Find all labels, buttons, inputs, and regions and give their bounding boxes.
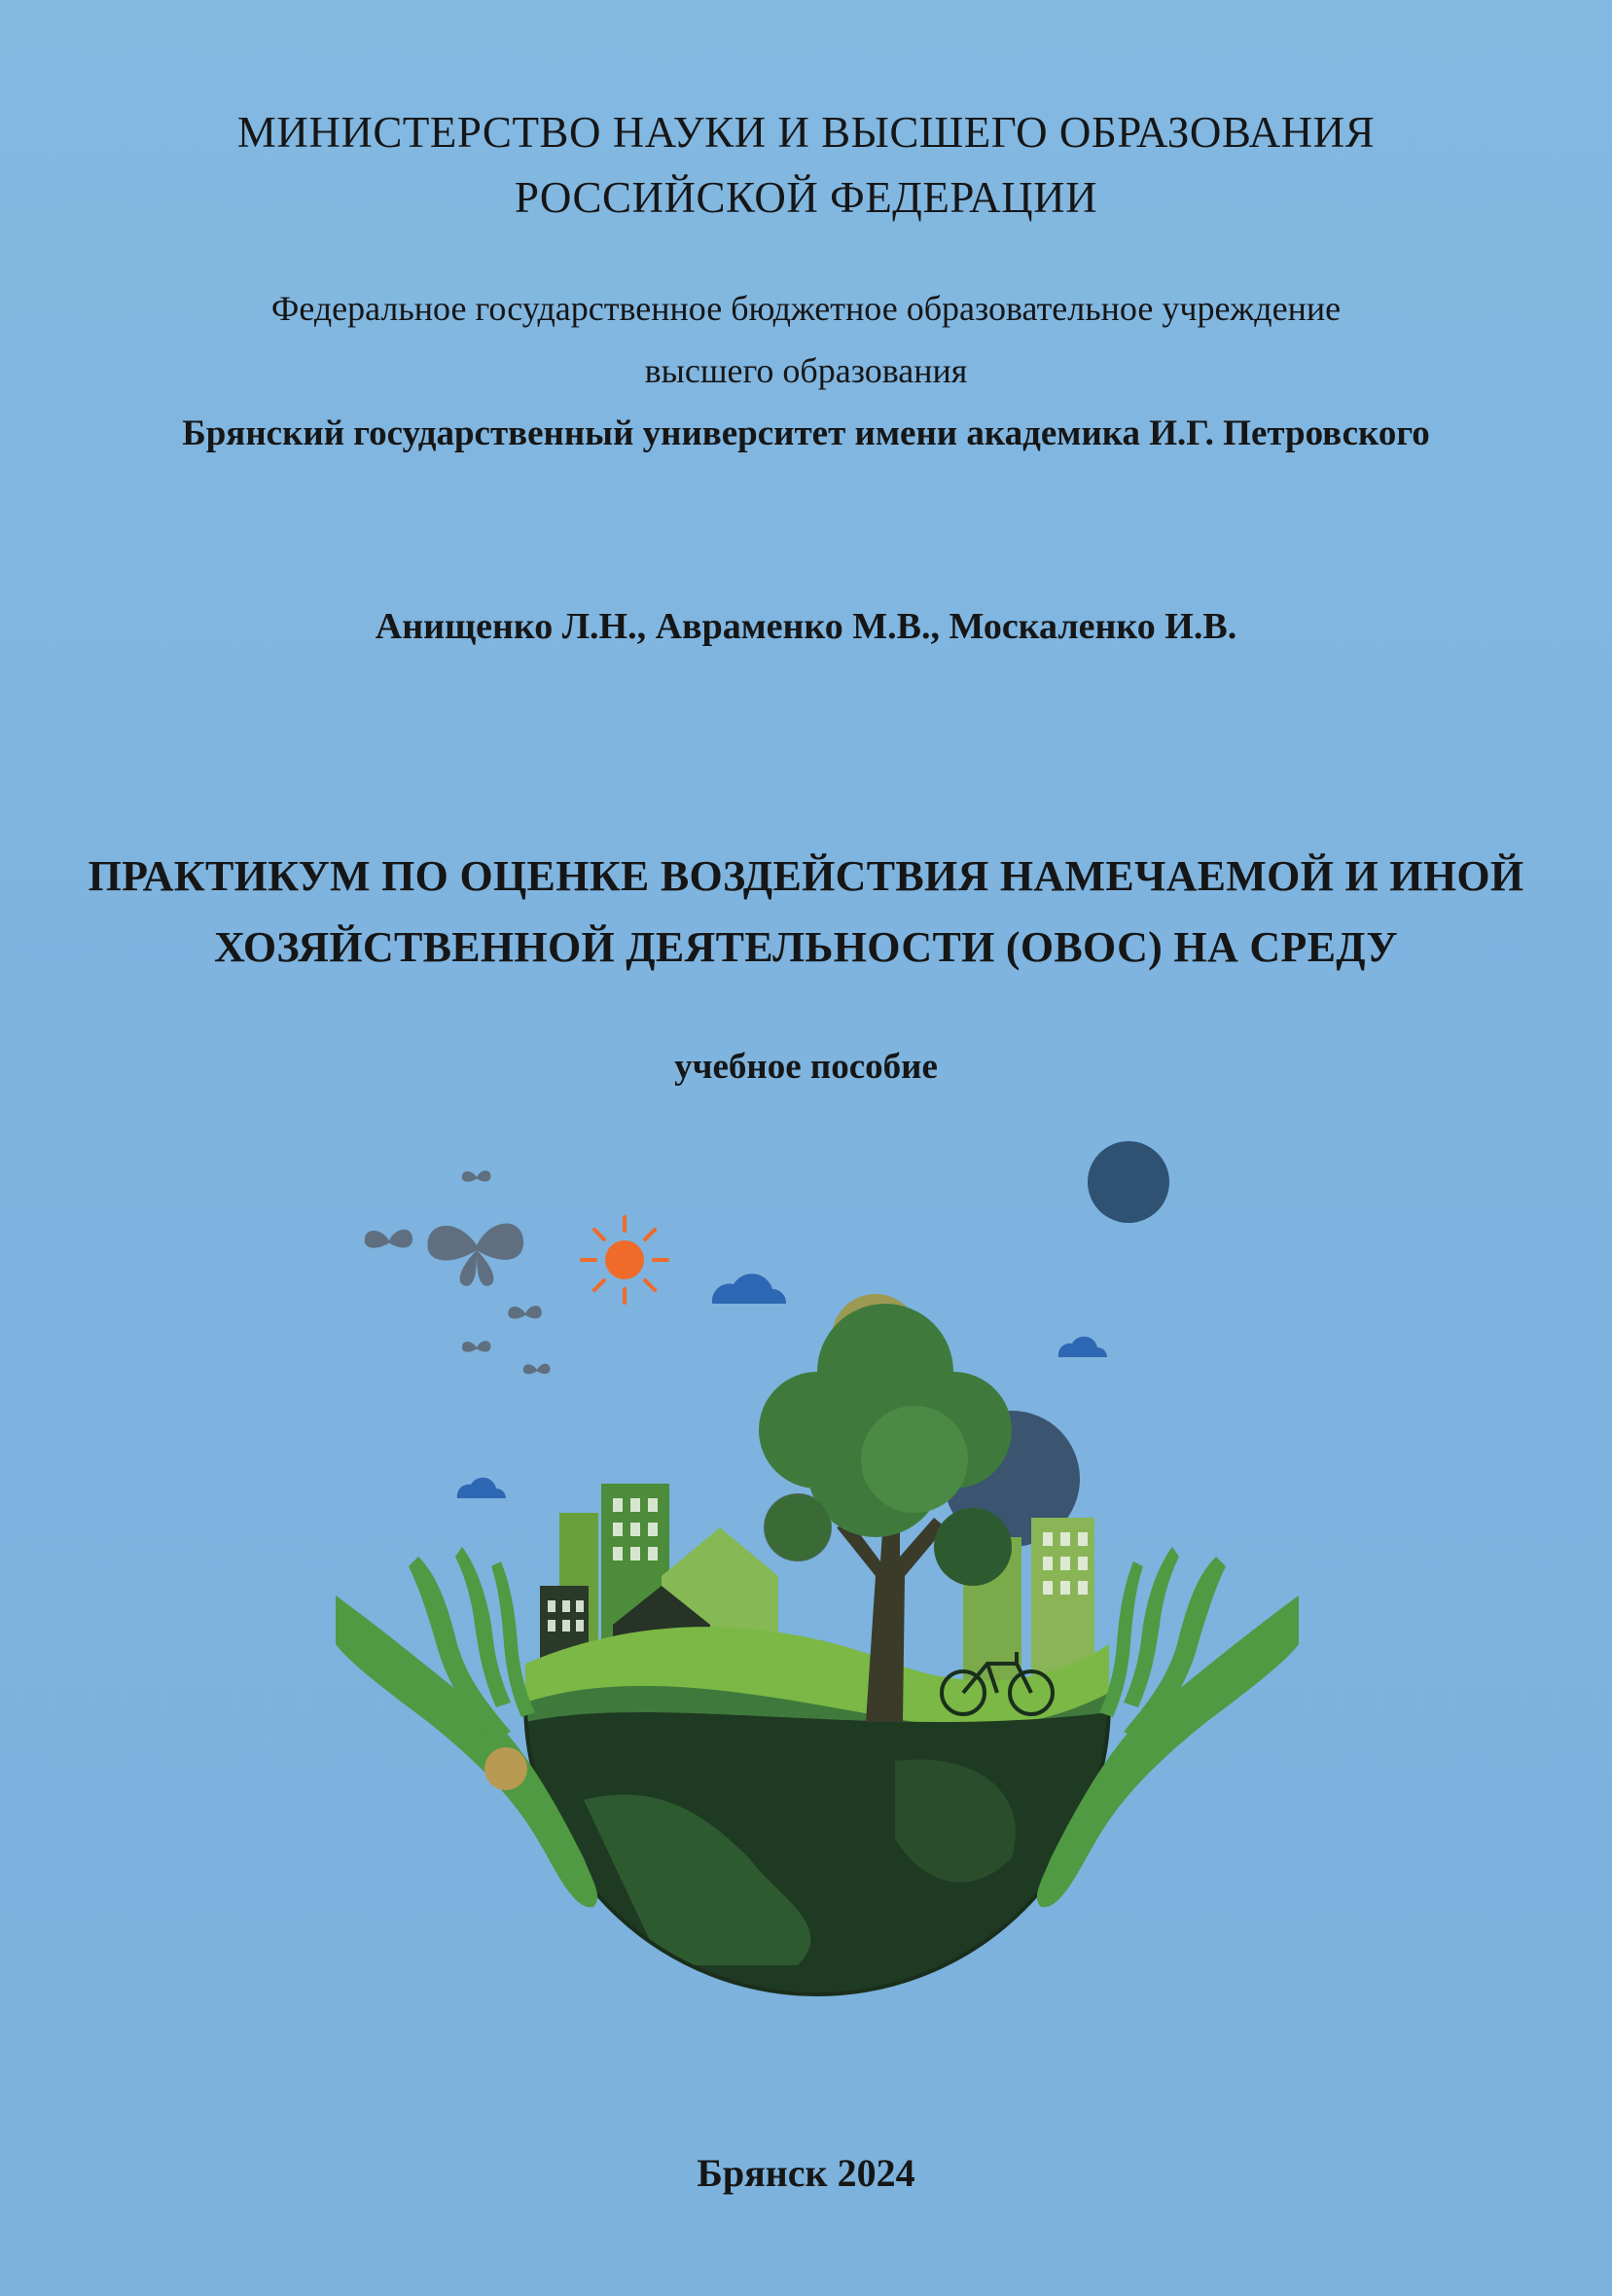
butterfly-icon: [365, 1170, 551, 1374]
institution-type: Федеральное государственное бюджетное образовательное учреждение: [270, 289, 1342, 328]
authors: Анищенко Л.Н., Авраменко М.В., Москаленко И.В.: [375, 606, 1237, 647]
moon-icon: [1088, 1141, 1169, 1223]
ministry-line-2: РОССИЙСКОЙ ФЕДЕРАЦИИ: [514, 173, 1098, 222]
book-title-line-1: ПРАКТИКУМ ПО ОЦЕНКЕ ВОЗДЕЙСТВИЯ НАМЕЧАЕМОЙ И ИНОЙ: [88, 852, 1524, 900]
eco-illustration: [292, 1119, 1343, 2033]
book-title-line-2: ХОЗЯЙСТВЕННОЙ ДЕЯТЕЛЬНОСТИ (ОВОС) НА СРЕДУ: [214, 923, 1398, 971]
sun-icon: [582, 1217, 667, 1303]
institution-level: высшего образования: [644, 351, 968, 390]
book-subtitle: учебное пособие: [674, 1047, 938, 1087]
ministry-line-1: МИНИСТЕРСТВО НАУКИ И ВЫСШЕГО ОБРАЗОВАНИЯ: [236, 108, 1376, 157]
university-name: Брянский государственный университет имени академика И.Г. Петровского: [182, 413, 1430, 453]
city-year: Брянск 2024: [697, 2151, 915, 2195]
